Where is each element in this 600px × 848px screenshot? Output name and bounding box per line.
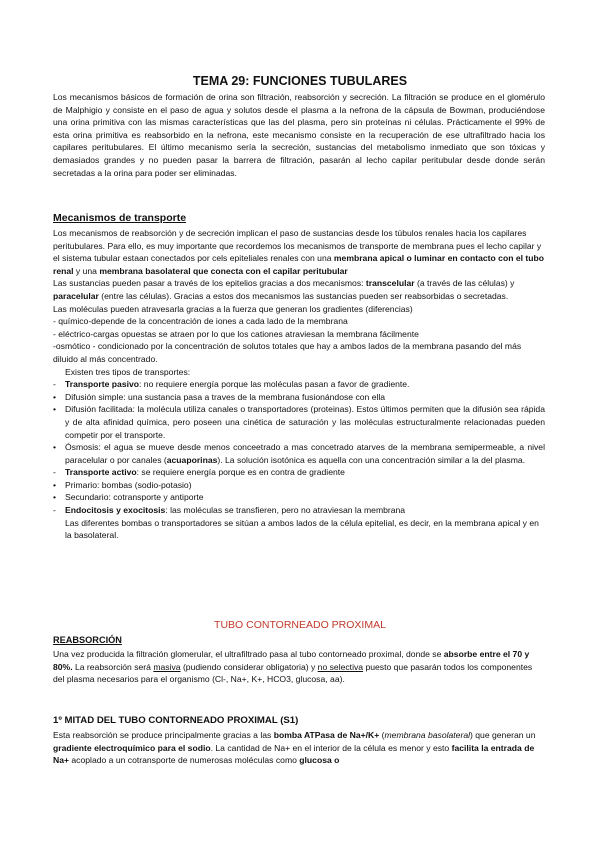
list-item [53, 391, 545, 404]
bold-span: transcelular [365, 278, 415, 289]
text-span: : una sustancia pasa a traves de la membrana fusionándose con ella [123, 391, 386, 402]
reabsorption-paragraph [53, 648, 545, 686]
text-span: : no requiere energía porque las moléculas pasan a favor de gradiente. [139, 379, 410, 390]
bold-span: Endocitosis y exocitosis [65, 505, 166, 516]
italic-span: membrana basolateral [384, 730, 471, 740]
transport-section [53, 227, 545, 542]
s1-text [53, 729, 545, 767]
list-item [53, 441, 545, 466]
text-span: (a través de las células) y [414, 278, 515, 289]
transport-paragraph-2 [53, 277, 545, 302]
bold-span: gradiente electroquímico para el sodio [53, 742, 211, 753]
bullet-icon: - [53, 505, 56, 516]
bullet-icon: - [53, 467, 56, 478]
bullet-icon: • [53, 442, 57, 453]
text-span: acoplado a un cotransporte de numerosas moléculas como [69, 755, 300, 766]
text-span: Los mecanismos de reabsorción y de secreción implican el paso de sustancias desde los túbulos renales hacia los capilares peritubulares. Para ello, es muy importante que recordemos los mecanismos de transporte de membrana pues el lecho capilar y el sistema tubular estaan conectados por cels epiteliales renales con una [53, 228, 542, 264]
text-span: Difusión facilitada [65, 404, 133, 415]
text-span: . La cantidad de Na+ en el interior de la célula es menor y esto [210, 742, 452, 753]
text-span: ). La solución isotónica es aquella con una concentración similar a la del plasma. [217, 454, 526, 465]
list-item [53, 479, 545, 492]
bullet-icon: • [53, 479, 57, 490]
bold-span: facilita la entrada de Na+ [53, 742, 535, 766]
transport-paragraph-3: Las moléculas pueden atravesarla gracias a la fuerza que generan los gradientes (diferencias) [53, 303, 413, 314]
list-item [53, 403, 545, 441]
list-item [53, 378, 545, 391]
text-span: (entre las células). Gracias a estos dos mecanismos las sustancias pueden ser reabsorbidas o secretadas. [98, 290, 509, 301]
text-span: : las moléculas se transfieren, pero no atraviesan la membrana [165, 505, 406, 516]
bold-span: Transporte pasivo [65, 379, 140, 390]
bold-span: absorbe entre el 70 y 80%. [53, 649, 530, 672]
bold-span: paracelular [53, 290, 99, 301]
gradient-osmotic: -osmótico - condicionado por la concentración de solutos totales que hay a ambos lados de la membrana pasando del más diluido al más concentrado. [53, 341, 522, 364]
text-span: Ósmosis [65, 442, 99, 453]
bold-span: bomba ATPasa de Na+/K+ [273, 730, 380, 740]
section-title: TUBO CONTORNEADO PROXIMAL [214, 619, 386, 631]
types-intro: Existen tres tipos de transportes: [65, 366, 191, 377]
intro-text: Los mecanismos básicos de formación de orina son filtración, reabsorción y secreción. La filtración se produce en el glomérulo de Malphigio y consiste en el paso de agua y solutos desde el plasma a la nefrona de la cápsula de Bowman, produciéndose una orina primitiva con las mismas características que las del plasma, pero sin proteínas ni células. Prácticamente el 99% de esta orina primitiva es reabsorbido en la nefrona, este mecanismo consiste en la recuperación de ese ultrafiltrado hacia los capilares peritubulares. El último mecanismo sería la secreción, sustancias del metabolismo inmediato que son tóxicas y demasiados grandes y no pueden pasar la barrera de filtración, pasarán al lecho capilar peritubular desde donde serán secretadas a la orina para poder ser eliminadas. [53, 92, 545, 178]
s1-paragraph [53, 729, 545, 767]
text-span: Primario: bombas (sodio-potasio) [65, 479, 192, 490]
text-span: puesto que pasarán todos los componentes del plasma necesarios para el organismo (Cl-, Na+, K+, HCO3, glucosa, aa). [53, 661, 533, 685]
gradient-electric: - eléctrico-cargas opuestas se atraen por lo que los cationes atraviesan la membrana fácilmente [53, 328, 419, 339]
intro-paragraph [53, 91, 545, 179]
bullet-icon: - [53, 379, 56, 390]
text-span: : la molécula utiliza canales o transportadores (proteinas). Estos últimos permiten que la difusión sea rápida y de alta afinidad química, pero poseen una cinética de saturación y las moléculas estructuralmente relacionadas pueden competir por el transporte. [65, 404, 545, 440]
list-item [53, 466, 545, 479]
underline-span: masiva [153, 661, 181, 672]
text-span: Una vez producida la filtración glomerular, el ultrafiltrado pasa al tubo contorneado proximal, donde se [53, 649, 444, 659]
bold-span: Transporte activo [65, 467, 137, 478]
bullet-icon: • [53, 492, 57, 503]
text-span: : el agua se mueve desde menos conceetrado a mas concetrado atarves de la membrana semipermeable, a nivel paracelular o por canales ( [65, 442, 545, 465]
text-span: ) que generan un [470, 730, 536, 740]
text-span: (pudiendo considerar obligatoria) y [180, 661, 318, 672]
text-span: Las sustancias pueden pasar a través de los epitelios gracias a dos mecanismos: [53, 278, 366, 289]
text-span: Secundario: cotransporte y antiporte [65, 492, 204, 503]
bullet-icon: • [53, 404, 57, 415]
bold-span: membrana basolateral que conecta con el capilar peritubular [99, 265, 348, 276]
transport-paragraph-1 [53, 227, 545, 277]
page-title: TEMA 29: FUNCIONES TUBULARES [192, 74, 408, 88]
text-span: ( [379, 730, 385, 740]
s1-heading: 1º MITAD DEL TUBO CONTORNEADO PROXIMAL (S1) [53, 715, 299, 726]
transport-heading: Mecanismos de transporte [53, 212, 187, 224]
reabsorption-heading: REABSORCIÓN [53, 635, 122, 645]
bold-span: glucosa o [299, 755, 340, 766]
text-span: : se requiere energía porque es en contra de gradiente [136, 467, 345, 478]
list-item [53, 491, 545, 504]
text-span: La reabsorción será [72, 661, 154, 672]
bold-span: acuaporinas [166, 454, 218, 465]
underline-span: no selectiva [317, 661, 364, 672]
text-span: y una [73, 265, 100, 276]
text-span: Difusión simple [65, 391, 124, 402]
transport-closing: Las diferentes bombas o transportadores se sitúan a ambos lados de la célula epitelial, es decir, en la membrana apical y en la basolateral. [65, 517, 539, 541]
reabsorption-text [53, 648, 545, 686]
list-item [53, 504, 545, 517]
gradient-chemical: - químico-depende de la concentración de iones a cada lado de la membrana [53, 316, 348, 327]
bullet-icon: • [53, 391, 57, 402]
text-span: Esta reabsorción se produce principalmente gracias a las [53, 730, 274, 740]
bold-span: membrana apical o luminar en contacto con el tubo renal [53, 253, 545, 276]
